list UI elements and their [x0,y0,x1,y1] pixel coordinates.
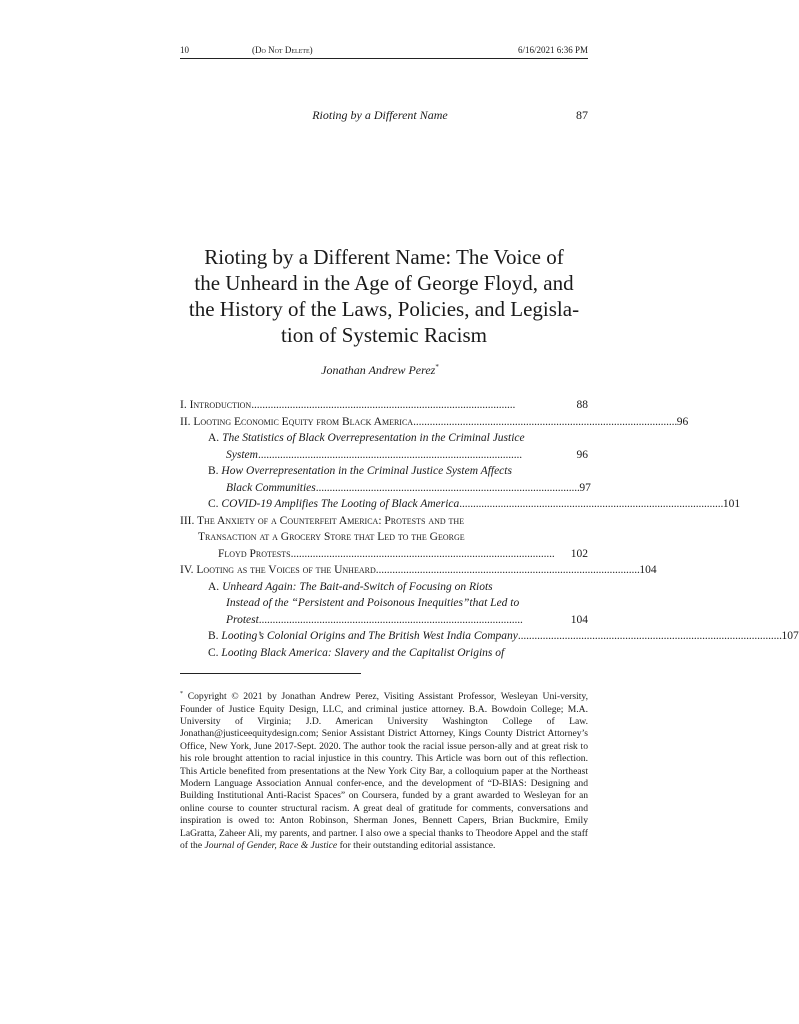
toc-entry-title: Instead of the “Persistent and Poisonous Inequities”that Led to [226,597,520,609]
toc-entry-continued[interactable] [180,529,588,546]
toc-entry-label: A. [208,580,223,593]
toc-entry-page: 102 [570,547,588,560]
toc-subentry[interactable] [180,496,741,513]
toc-leader [251,397,575,414]
footnote-text: staff of the [180,827,588,852]
toc-entry-title: Looting Black America: Slavery and the Capitalist Origins of [221,646,505,659]
toc-leader [376,562,639,579]
toc-entry-page: 101 [722,498,741,510]
toc-entry[interactable] [180,562,657,579]
toc-entry-text [208,496,459,513]
toc-leader [413,414,676,431]
toc-entry-text: III. The Anxiety of a Counterfeit America: Protests and the [180,514,465,527]
footnote-line: Copyright © 2021 by Jonathan Andrew Perez, Visiting Assistant Professor, Wesleyan Uni- [187,691,561,703]
footnote [180,688,588,852]
journal-name: Journal of Gender, Race & Justice [204,840,338,852]
toc-entry-text [208,628,518,645]
toc-entry-label: C. [208,646,222,659]
footnote-line: structural racism. A great deal of gratitude for comments, conversations and inspiration is [180,802,589,827]
author-byline [250,363,510,378]
page-header-title: Rioting by a Different Name [312,108,448,122]
toc-subentry-continued[interactable] [180,595,588,612]
toc-subentry[interactable] [180,645,588,662]
toc-leader [259,612,570,629]
article-title-line: Rioting by a Different Name: The Voice of [204,245,564,269]
toc-entry-page: 88 [576,399,588,411]
toc-subentry[interactable] [180,463,588,480]
article-title-line: tion of Systemic Racism [281,323,487,347]
toc-subentry-continued[interactable] [180,480,591,497]
toc-leader [291,546,570,563]
toc-entry-page: 96 [676,415,689,428]
toc-subentry[interactable] [180,430,588,447]
footnote-line: owed to: Anton Robinson, Sherman Jones, Bennett Capers, Brian Buckmire, Emily LaGratta, [180,815,588,839]
toc-entry-text [208,430,525,447]
footnote-line: ence, and the development of “D-BIAS: Designing and Building Institutional Anti-Racist [180,778,588,802]
toc-entry-continued[interactable] [180,546,588,563]
toc-entry-title: Black Communities [226,481,316,494]
toc-entry-title: The Statistics of Black Overrepresentation in the Criminal Justice [222,432,525,444]
footnote-line: Attorney’s Office, New York, June 2017-Sept. 2020. The author took the racial issue person- [180,728,589,752]
article-title [176,244,592,348]
toc-entry-title: How Overrepresentation in the Criminal Justice System Affects [221,465,512,477]
toc-subentry[interactable] [180,579,588,596]
footnote-line: College; M.A. University of Virginia; J.D. American University Washington College of Law. [180,703,588,727]
toc-entry-title: Unheard Again: The Bait-and-Switch of Focusing on Riots [222,580,493,593]
footnote-line: City Bar, a colloquium paper at the Northeast Modern Language Association Annual confer- [180,765,589,790]
toc-entry-text [208,645,504,662]
toc-entry-text [208,463,512,480]
toc-entry-label: C. [208,498,222,510]
toc-entry-text: Transaction at a Grocery Store that Led to the George [198,531,465,543]
toc-entry-label: A. [208,432,223,444]
toc-entry-text: I. Introduction [180,399,252,411]
article-title-line: the Unheard in the Age of George Floyd, and [194,271,574,295]
toc-entry-text: Floyd Protests [218,547,291,560]
footnote-line: versity, Founder of Justice Equity Design, LLC, and criminal justice attorney. B.A. Bowdoin [180,691,588,715]
running-head-datetime: 6/16/2021 6:36 PM [517,45,588,55]
footnote-line: Zaheer Ali, my parents, and partner. I also owe a special thanks to Theodore Appel and the [219,827,569,839]
toc-entry-title: COVID-19 Amplifies The Looting of Black America [221,498,460,510]
toc-entry-page: 104 [570,613,588,626]
article-title-line: the History of the Laws, Policies, and Legisla- [188,297,580,321]
toc-entry-title: Looting’s Colonial Origins and The British West India Company [221,630,518,642]
toc-entry-page: 107 [781,630,799,642]
toc-entry-text: IV. Looting as the Voices of the Unheard [180,564,376,576]
table-of-contents [180,397,799,661]
footnote-mark: * [180,691,183,697]
footnote-text: for their outstanding editorial assistance. [337,840,496,852]
footnote-line: Spaces” on Coursera, funded by a grant awarded to Wesleyan for an online course to counter [180,790,589,814]
toc-leader [258,447,576,464]
footnote-line: was born out of this reflection. This Article benefited from presentations at the New York [180,753,588,777]
toc-subentry-continued[interactable] [180,447,588,464]
toc-leader [518,628,781,645]
toc-subentry[interactable] [180,628,799,645]
running-head-page: 10 [180,45,189,55]
toc-entry-page: 104 [639,564,657,576]
toc-leader [316,480,579,497]
toc-entry-title: Protest [226,613,259,626]
toc-entry-text: II. Looting Economic Equity from Black America [180,415,414,428]
footnote-line: ally and at great risk to his role brought attention to racial injustice in this country. This Article [180,740,589,765]
toc-entry-title: System [226,448,258,461]
toc-entry-text [208,579,493,596]
toc-subentry-continued[interactable] [180,612,588,629]
footnote-rule [180,673,361,674]
page-number: 87 [576,108,588,122]
author-name: Jonathan Andrew Perez [321,363,436,377]
toc-entry[interactable] [180,397,588,414]
toc-entry-page: 96 [576,448,588,461]
running-head-rule [180,58,588,59]
running-head-note: (Do Not Delete) [252,45,313,55]
toc-entry-label: B. [208,465,222,477]
footnote-line: Jonathan@justiceequitydesign.com; Senior Assistant District Attorney, Kings County District [180,728,545,740]
toc-entry[interactable] [180,414,689,431]
author-footnote-mark: * [435,363,439,371]
toc-entry-label: B. [208,630,222,642]
toc-entry-page: 97 [579,481,591,494]
toc-leader [459,496,722,513]
toc-entry[interactable] [180,513,588,530]
